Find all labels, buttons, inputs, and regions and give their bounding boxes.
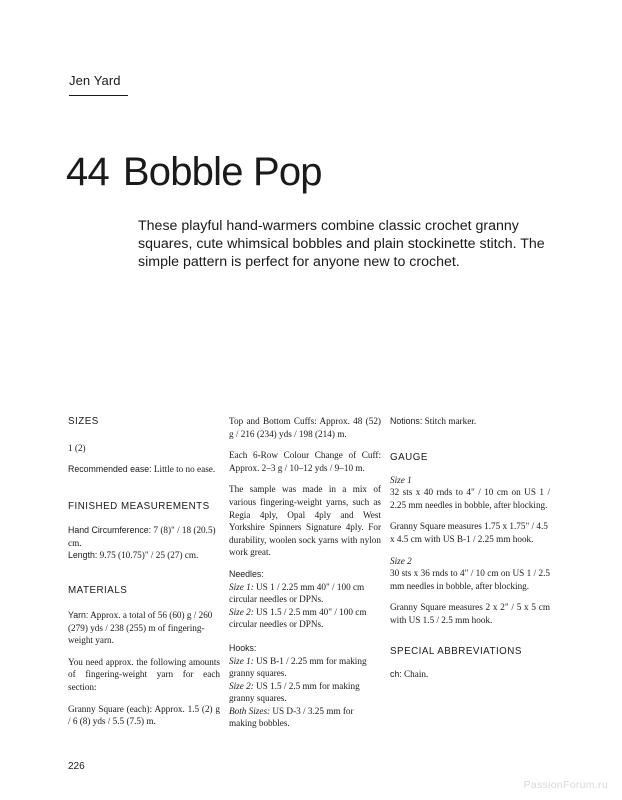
hooks-size-2-value: US 1.5 / 2.5 mm for making granny squares. xyxy=(229,680,360,704)
hooks-both-sizes xyxy=(229,705,381,730)
hooks-size-2-label: Size 2: xyxy=(229,680,254,691)
needles-size-1 xyxy=(229,581,381,606)
hooks-size-1-label: Size 1: xyxy=(229,655,254,666)
pattern-number: 44 xyxy=(66,150,109,194)
needles-size-1-label: Size 1: xyxy=(229,581,254,592)
needles-size-2 xyxy=(229,606,381,631)
pattern-title xyxy=(66,152,322,192)
author-underline xyxy=(69,95,128,96)
length xyxy=(68,549,220,562)
yarn-label: Yarn: xyxy=(68,609,89,620)
page-number: 226 xyxy=(68,761,85,772)
hand-value: 7 (8)" / 18 (20.5) cm. xyxy=(68,525,216,548)
finished-measurements-heading: FINISHED MEASUREMENTS xyxy=(68,501,210,513)
gauge-size-1-label: Size 1 xyxy=(390,474,412,485)
hand-circumference xyxy=(68,524,220,549)
sizes-heading: SIZES xyxy=(68,416,99,427)
notions-label: Notions: xyxy=(390,416,423,426)
notions xyxy=(390,415,550,428)
intro-paragraph: These playful hand-warmers combine classic crochet granny squares, cute whimsical bobbles and plain stockinette stitch. The simple pattern is perfect for anyone new to crochet. xyxy=(138,218,545,270)
gauge-size-1-granny: Granny Square measures 1.75 x 1.75" / 4.5 x 4.5 cm with US B-1 / 2.25 mm hook. xyxy=(390,521,548,544)
materials-heading: MATERIALS xyxy=(68,584,128,596)
yarn-value: Approx. a total of 56 (60) g / 260 (279) yds / 238 (255) m of fingering-weight yarn. xyxy=(68,609,213,646)
gauge-size-2-label: Size 2 xyxy=(390,555,412,566)
hooks-size-2 xyxy=(229,680,381,705)
special-abbreviations-heading: SPECIAL ABBREVIATIONS xyxy=(390,645,522,657)
author-name: Jen Yard xyxy=(69,73,121,88)
yarn-sections-text: You need approx. the following amounts of fingering-weight yarn for each section: xyxy=(68,656,220,692)
sample-yarn-note: The sample was made in a mix of various fingering-weight yarns, such as Regia 4ply, Opal 4ply and West Yorkshire Spinners Signature 4ply. For durability, woolen sock yarns with nylon work great. xyxy=(229,484,381,558)
recommended-ease xyxy=(68,463,220,476)
ch-value: Chain. xyxy=(404,668,429,679)
pattern-name: Bobble Pop xyxy=(122,150,322,194)
yarn xyxy=(68,609,220,647)
ch-label: ch: xyxy=(390,668,402,679)
needles-size-2-label: Size 2: xyxy=(229,606,254,617)
hooks-size-1 xyxy=(229,655,381,680)
gauge-size-1-text: 32 sts x 40 rnds to 4" / 10 cm on US 1 / 2.25 mm needles in bobble, after blocking. xyxy=(390,487,550,510)
hooks-size-1-value: US B-1 / 2.25 mm for making granny squares. xyxy=(229,655,367,679)
hooks-label: Hooks: xyxy=(229,642,257,653)
needles-label: Needles: xyxy=(229,568,264,579)
ease-value: Little to no ease. xyxy=(153,463,216,474)
ease-label: Recommended ease: xyxy=(68,463,152,474)
column-1 xyxy=(68,415,220,728)
column-2 xyxy=(229,415,381,730)
gauge-heading: GAUGE xyxy=(390,451,428,463)
abbreviation-ch xyxy=(390,668,550,681)
needles-size-2-value: US 1.5 / 2.5 mm 40" / 100 cm circular needles or DPNs. xyxy=(229,606,367,630)
cuffs-yarn: Top and Bottom Cuffs: Approx. 48 (52) g / 216 (234) yds / 198 (214) m. xyxy=(229,416,381,439)
notions-value: Stitch marker. xyxy=(424,416,477,426)
sizes-value: 1 (2) xyxy=(68,443,86,453)
column-3 xyxy=(390,415,550,680)
length-label: Length: xyxy=(68,550,98,561)
length-value: 9.75 (10.75)" / 25 (27) cm. xyxy=(99,550,199,561)
hooks-both-value: US D-3 / 3.25 mm for making bobbles. xyxy=(229,705,354,729)
gauge-size-2-granny: Granny Square measures 2 x 2" / 5 x 5 cm with US 1.5 / 2.5 mm hook. xyxy=(390,602,550,625)
gauge-size-2-text: 30 sts x 36 rnds to 4" / 10 cm on US 1 / 2.5 mm needles in bobble, after blocking. xyxy=(390,568,550,591)
hand-label: Hand Circumference: xyxy=(68,525,152,536)
granny-square-yarn: Granny Square (each): Approx. 1.5 (2) g / 6 (8) yds / 5.5 (7.5) m. xyxy=(68,703,220,727)
colour-change-yarn: Each 6-Row Colour Change of Cuff: Approx. 2–3 g / 10–12 yds / 9–10 m. xyxy=(229,450,381,473)
watermark: PassionForum.ru xyxy=(523,779,608,791)
needles-size-1-value: US 1 / 2.25 mm 40" / 100 cm circular needles or DPNs. xyxy=(229,581,365,605)
hooks-both-label: Both Sizes: xyxy=(229,705,271,716)
